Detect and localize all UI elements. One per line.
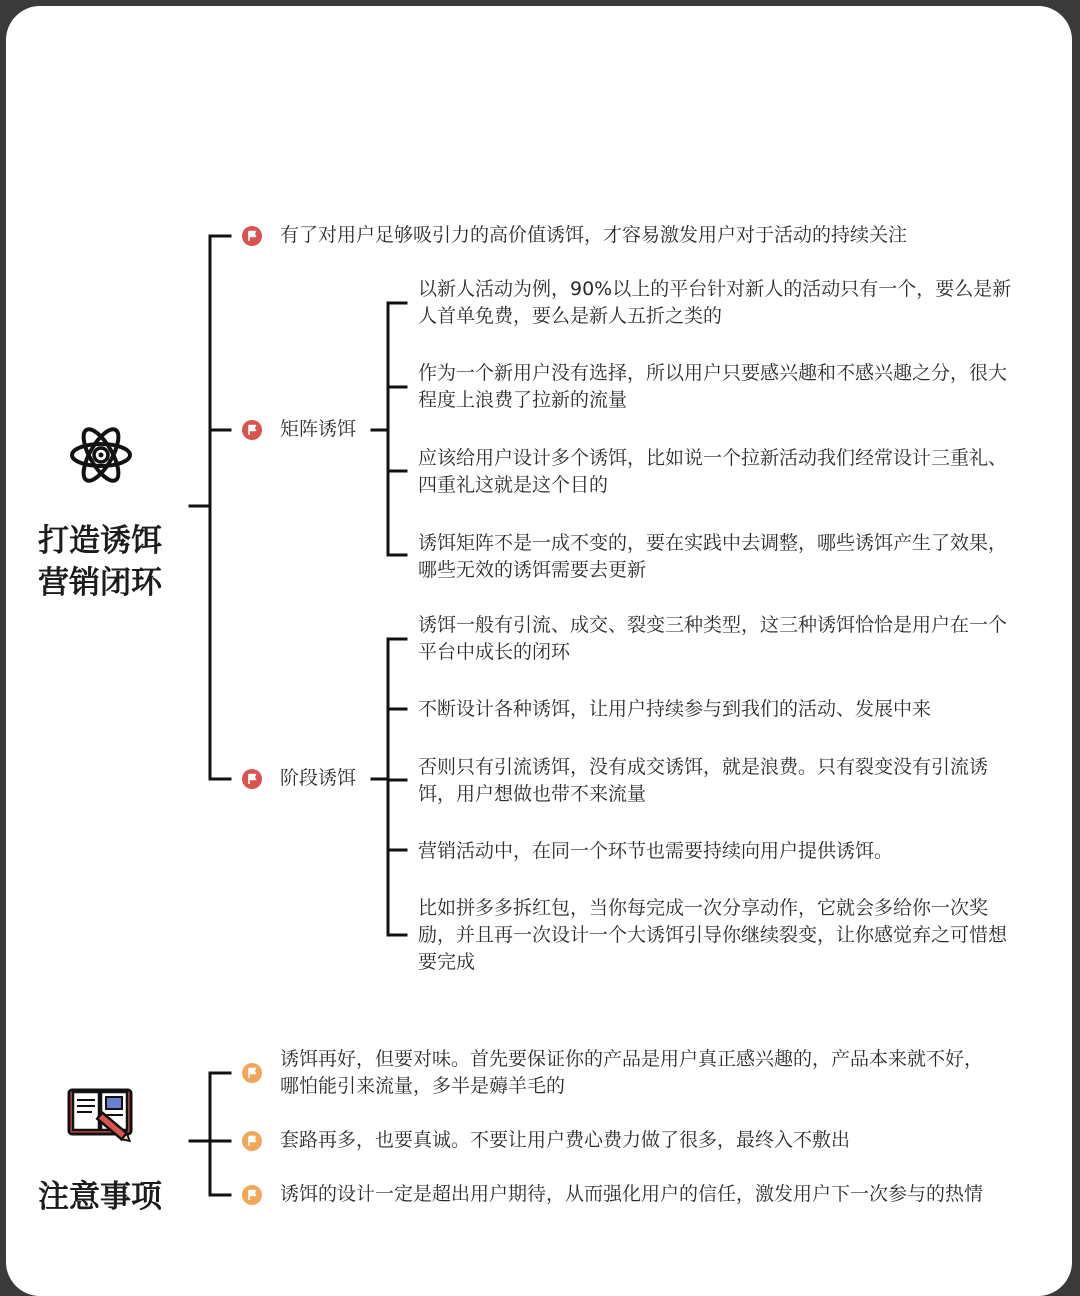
section2-title: 注意事项 [38, 1179, 162, 1215]
stage-item-1-line1: 诱饵一般有引流、成交、裂变三种类型，这三种诱饵恰恰是用户在一个 [418, 614, 1008, 636]
flag-icon [242, 1063, 262, 1083]
stage-item-2-line1: 不断设计各种诱饵，让用户持续参与到我们的活动、发展中来 [418, 698, 932, 720]
stage-item-1-line2: 平台中成长的闭环 [418, 641, 571, 663]
stage-item-5-line1: 比如拼多多拆红包，当你每完成一次分享动作，它就会多给你一次奖 [418, 897, 989, 919]
atom-icon [68, 422, 134, 488]
stage-item-5-line3: 要完成 [418, 951, 476, 973]
flag-icon [242, 226, 262, 246]
stage-item-3-line1: 否则只有引流诱饵，没有成交诱饵，就是浪费。只有裂变没有引流诱 [418, 756, 989, 778]
stage-item-4-line1: 营销活动中，在同一个环节也需要持续向用户提供诱饵。 [418, 840, 894, 862]
note-item-3-line1: 诱饵的设计一定是超出用户期待，从而强化用户的信任，激发用户下一次参与的热情 [280, 1183, 984, 1205]
section1-title-line1: 打造诱饵 [38, 523, 162, 559]
matrix-item-3-line1: 应该给用户设计多个诱饵，比如说一个拉新活动我们经常设计三重礼、 [418, 447, 1008, 469]
note-item-2-line1: 套路再多，也要真诚。不要让用户费心费力做了很多，最终入不敷出 [280, 1129, 851, 1151]
flag-icon [242, 420, 262, 440]
branch-label-matrix: 矩阵诱饵 [280, 418, 357, 440]
stage-item-3-line2: 饵，用户想做也带不来流量 [418, 783, 647, 805]
matrix-item-1-line1: 以新人活动为例，90%以上的平台针对新人的活动只有一个，要么是新 [418, 278, 1012, 300]
note-item-1-line1: 诱饵再好，但要对味。首先要保证你的产品是用户真正感兴趣的，产品本来就不好， [280, 1048, 984, 1070]
flag-icon [242, 769, 262, 789]
branch-text: 有了对用户足够吸引力的高价值诱饵，才容易激发用户对于活动的持续关注 [280, 224, 908, 246]
matrix-item-1-line2: 人首单免费，要么是新人五折之类的 [418, 305, 723, 327]
matrix-item-2-line2: 程度上浪费了拉新的流量 [418, 389, 628, 411]
matrix-item-4-line2: 哪些无效的诱饵需要去更新 [418, 559, 647, 581]
section1-title-line2: 营销闭环 [38, 565, 162, 601]
matrix-item-2-line1: 作为一个新用户没有选择，所以用户只要感兴趣和不感兴趣之分，很大 [418, 362, 1008, 384]
matrix-item-4-line1: 诱饵矩阵不是一成不变的，要在实践中去调整，哪些诱饵产生了效果， [418, 532, 1008, 554]
flag-icon [242, 1131, 262, 1151]
flag-icon [242, 1185, 262, 1205]
matrix-item-3-line2: 四重礼这就是这个目的 [418, 474, 609, 496]
book-pencil-icon [66, 1084, 136, 1146]
branch-label-stage: 阶段诱饵 [280, 767, 357, 789]
stage-item-5-line2: 励，并且再一次设计一个大诱饵引导你继续裂变，让你感觉弃之可惜想 [418, 924, 1008, 946]
note-item-1-line2: 哪怕能引来流量，多半是薅羊毛的 [280, 1075, 566, 1097]
